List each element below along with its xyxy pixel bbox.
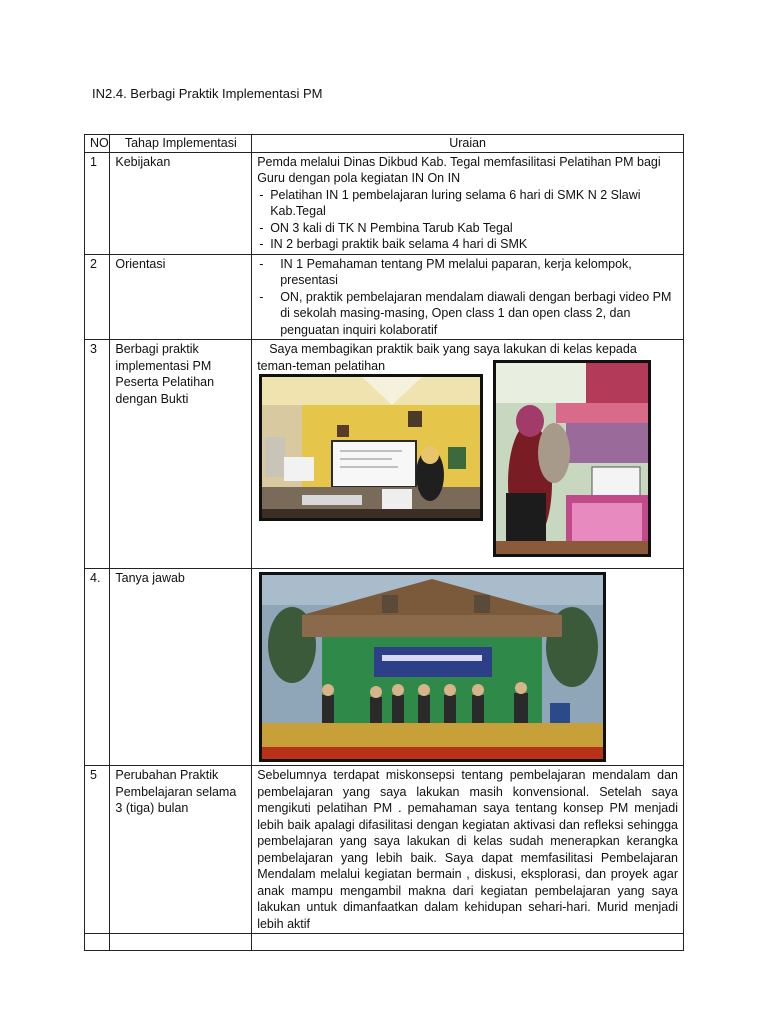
- row-number: 1: [85, 152, 110, 254]
- row-stage: Berbagi praktik implementasi PM Peserta Pelatihan dengan Bukti: [110, 340, 252, 569]
- list-item: - Pelatihan IN 1 pembelajaran luring selama 6 hari di SMK N 2 Slawi Kab.Tegal: [257, 187, 678, 220]
- exhibition-photo: [493, 360, 651, 557]
- row-number: 4.: [85, 569, 110, 766]
- header-description: Uraian: [252, 135, 684, 153]
- empty-cell: [85, 934, 110, 951]
- table-row: [85, 254, 684, 340]
- list-item: - ON, praktik pembelajaran mendalam diawali dengan berbagi video PM di sekolah masing-masing, Open class 1 dan open class 2, dan penguatan inquiri kolaboratif: [257, 289, 678, 339]
- row-number: 3: [85, 340, 110, 569]
- row-stage: Orientasi: [110, 254, 252, 340]
- list-item: - ON 3 kali di TK N Pembina Tarub Kab Tegal: [257, 220, 678, 237]
- header-no: NO: [85, 135, 110, 153]
- row-intro: Pemda melalui Dinas Dikbud Kab. Tegal memfasilitasi Pelatihan PM bagi Guru dengan pola kegiatan IN On IN: [257, 154, 661, 185]
- stage-discussion-photo: [259, 572, 606, 762]
- table-row-empty: [85, 934, 684, 951]
- document-title: IN2.4. Berbagi Praktik Implementasi PM: [92, 86, 323, 101]
- list-item: - IN 1 Pemahaman tentang PM melalui paparan, kerja kelompok, presentasi: [257, 256, 678, 289]
- implementation-table: [84, 134, 684, 951]
- row-stage: Tanya jawab: [110, 569, 252, 766]
- row-description: Sebelumnya terdapat miskonsepsi tentang pembelajaran mendalam dan pembelajaran yang saya lakukan masih konvensional. Setelah saya mengikuti pelatihan PM . pemahaman saya tentang konsep PM menjadi lebih baik apalagi difasilitasi dengan kegiatan aktivasi dan refleksi sehingga pembelajaran yang saya lakukan di kelas sudah menerapkan kerangka pembelajaran yang lebih baik. Saya dapat memfasilitasi Pembelajaran Mendalam melalui kegiatan bermain , diskusi, eksplorasi, dan proyek agar anak mampu mengambil makna dari kegiatan pembelajaran yang saya lakukan untuk dimanfaatkan dalam kehidupan sehari-hari. Murid menjadi lebih aktif: [252, 766, 684, 934]
- bullet-list: [257, 187, 678, 253]
- row-description: [252, 569, 684, 766]
- table-row: [85, 766, 684, 934]
- row-number: 5: [85, 766, 110, 934]
- row-stage: Perubahan Praktik Pembelajaran selama 3 (tiga) bulan: [110, 766, 252, 934]
- table-row: [85, 569, 684, 766]
- row-description: [252, 340, 684, 569]
- row-text: Saya membagikan praktik baik yang saya lakukan di kelas kepada teman-teman pelatihan: [257, 342, 637, 373]
- row-description: [252, 254, 684, 340]
- empty-cell: [110, 934, 252, 951]
- row-number: 2: [85, 254, 110, 340]
- header-stage: Tahap Implementasi: [110, 135, 252, 153]
- classroom-photo: [259, 374, 483, 521]
- table-row: [85, 340, 684, 569]
- row-description: [252, 152, 684, 254]
- empty-cell: [252, 934, 684, 951]
- bullet-list: [257, 256, 678, 339]
- list-item: - IN 2 berbagi praktik baik selama 4 hari di SMK: [257, 236, 678, 253]
- table-header-row: [85, 135, 684, 153]
- row-stage: Kebijakan: [110, 152, 252, 254]
- table-row: [85, 152, 684, 254]
